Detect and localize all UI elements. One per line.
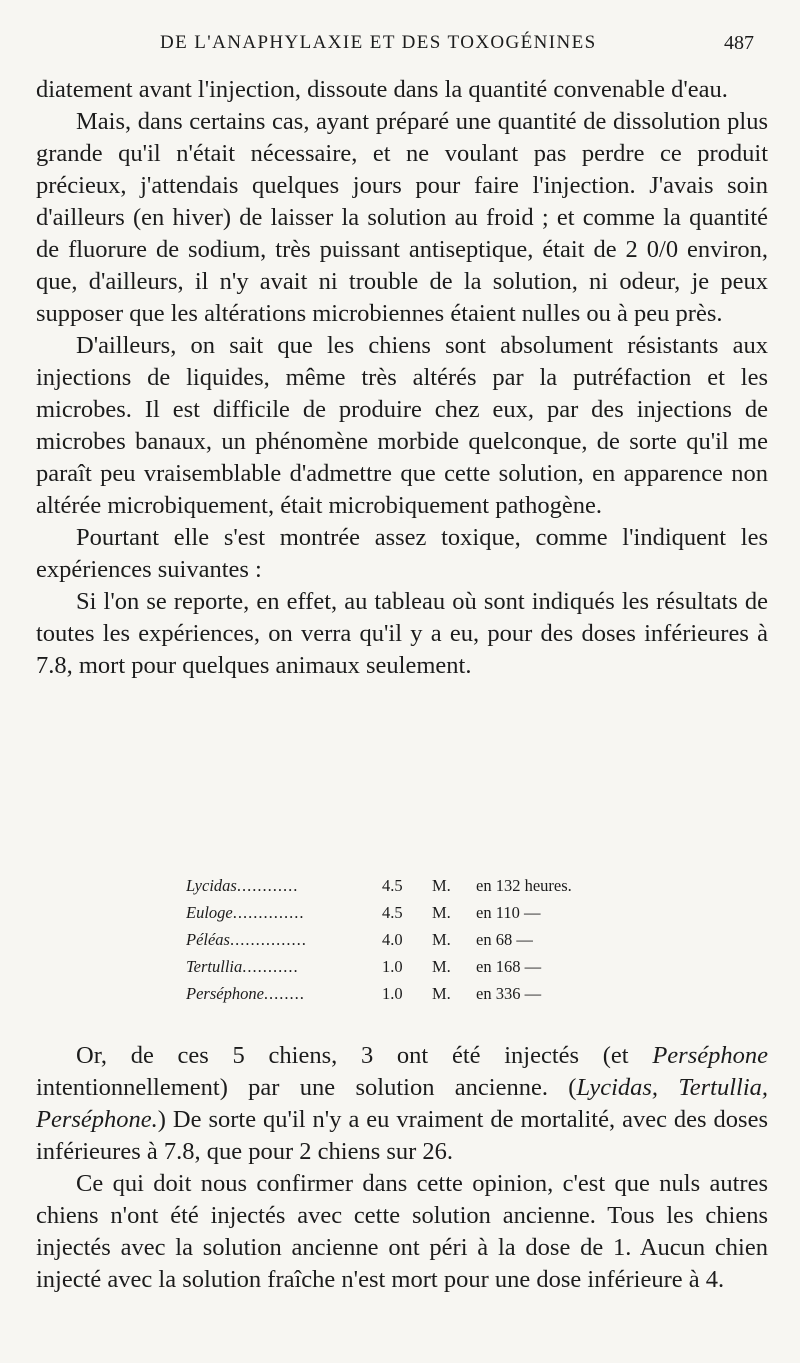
dose-value: 4.5 [382,903,403,922]
dose-value: 1.0 [382,984,403,1003]
paragraph [36,1040,768,1168]
page-header [0,26,800,66]
dose-value: 1.0 [382,957,403,976]
dog-name: Tertullia [186,957,243,976]
paragraph: Pourtant elle s'est montrée assez toxique, comme l'indiquent les expériences suivantes : [36,524,768,583]
dose-value: 4.5 [382,876,403,895]
dose-value: 4.0 [382,930,403,949]
text-run: Or, de ces 5 chiens, 3 ont été injectés (et [76,1042,653,1069]
dog-name-cell [186,926,382,953]
body-text-bottom [36,1040,768,1296]
table-row [186,980,626,1007]
survival-time: en 132 heures. [476,876,572,895]
body-text-top [36,74,768,682]
text-run: ) De sorte qu'il n'y a eu vraiment de mortalité, avec des doses inférieures à 7.8, que pour 2 chiens sur 26. [36,1106,768,1165]
dog-name-cell [186,980,382,1007]
running-title: DE L'ANAPHYLAXIE ET DES TOXOGÉNINES [160,32,597,53]
dog-name: Perséphone [186,984,264,1003]
italic-names: Lycidas, Tertullia, Perséphone. [36,1074,769,1133]
table-row [186,872,626,899]
dog-name-cell [186,872,382,899]
dog-name-cell [186,899,382,926]
leader-dots: ........... [242,957,299,976]
survival-time: en 68 — [476,930,533,949]
paragraph: Mais, dans certains cas, ayant préparé une quantité de dissolution plus grande qu'il n'était nécessaire, et ne voulant pas perdre ce produit précieux, j'attendais quelques jours pour faire l'injection. J'avais soin d'ailleurs (en hiver) de laisser la solution au froid ; et comme la quantité de fluorure de sodium, très puissant antiseptique, était de 2 0/0 environ, que, d'ailleurs, il n'y avait ni trouble de la solution, ni odeur, je peux supposer que les altérations microbiennes étaient nulles ou à peu près. [36,108,768,327]
dose-unit: M. [432,903,451,922]
paragraph: Ce qui doit nous confirmer dans cette opinion, c'est que nuls autres chiens n'ont été injectés avec cette solution ancienne. Tous les chiens injectés avec la solution ancienne ont péri à la dose de 1. Aucun chien injecté avec la solution fraîche n'est mort pour une dose inférieure à 4. [36,1170,768,1293]
paragraph: Si l'on se reporte, en effet, au tableau où sont indiqués les résultats de toutes les expériences, on verra qu'il y a eu, pour des doses inférieures à 7.8, mort pour quelques animaux seulement. [36,588,768,679]
leader-dots: .............. [232,903,305,922]
survival-time: en 336 — [476,984,542,1003]
paragraph: diatement avant l'injection, dissoute dans la quantité convenable d'eau. [36,76,728,103]
paragraph: D'ailleurs, on sait que les chiens sont absolument résistants aux injections de liquides, même très altérés par la putréfaction et les microbes. Il est difficile de produire chez eux, par des injections de microbes banaux, un phénomène morbide quelconque, de sorte qu'il me paraît peu vraisemblable d'admettre que cette solution, en apparence non altérée microbiquement, était microbiquement pathogène. [36,332,768,519]
table-row [186,926,626,953]
leader-dots: ............... [229,930,307,949]
results-table [186,872,626,1007]
dose-unit: M. [432,984,451,1003]
italic-name: Perséphone [652,1042,768,1069]
dog-name-cell [186,953,382,980]
dose-unit: M. [432,876,451,895]
dose-unit: M. [432,930,451,949]
dog-name: Péléas [186,930,230,949]
leader-dots: ........ [263,984,305,1003]
dog-name: Euloge [186,903,233,922]
page-number: 487 [724,32,754,54]
table-row [186,899,626,926]
dose-unit: M. [432,957,451,976]
table-row [186,953,626,980]
leader-dots: ............ [236,876,299,895]
survival-time: en 168 — [476,957,542,976]
text-run: intentionnellement) par une solution ancienne. ( [36,1074,577,1101]
dog-name: Lycidas [186,876,237,895]
survival-time: en 110 — [476,903,541,922]
